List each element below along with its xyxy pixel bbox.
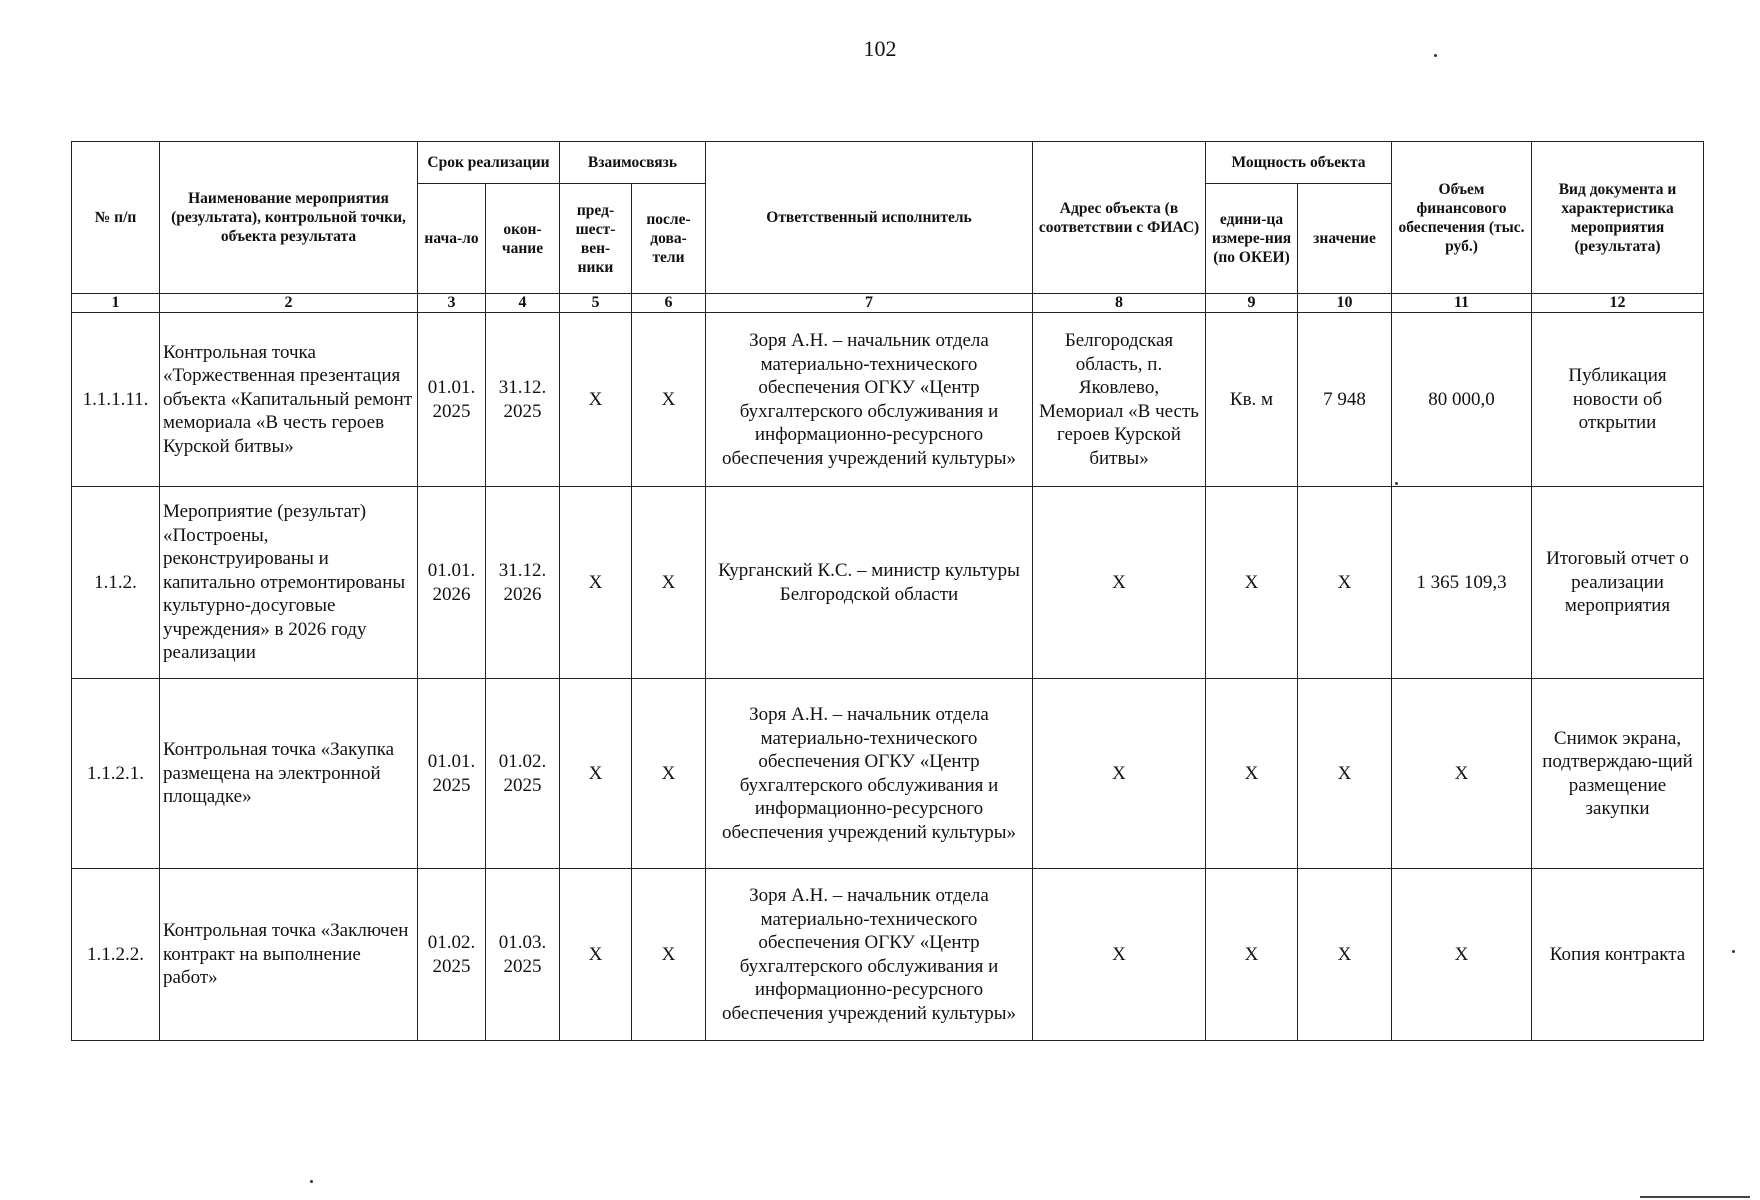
column-number: 1 (72, 294, 160, 313)
plan-table (71, 141, 1704, 1041)
row-start: 01.01. 2026 (418, 487, 486, 679)
row-end: 31.12. 2026 (486, 487, 560, 679)
row-start: 01.01. 2025 (418, 313, 486, 487)
row-funding: Х (1392, 679, 1532, 869)
row-end: 01.02. 2025 (486, 679, 560, 869)
scan-edge-line (1640, 1196, 1750, 1198)
row-unit: Х (1206, 869, 1298, 1041)
table-row (72, 313, 1704, 487)
header-period-end: окон-чание (486, 184, 560, 294)
row-prev: Х (560, 869, 632, 1041)
column-number: 5 (560, 294, 632, 313)
header-name: Наименование мероприятия (результата), контрольной точки, объекта результата (160, 142, 418, 294)
row-address: Белгородская область, п. Яковлево, Мемориал «В честь героев Курской битвы» (1033, 313, 1206, 487)
header-executor: Ответственный исполнитель (706, 142, 1033, 294)
row-next: Х (632, 313, 706, 487)
row-name: Контрольная точка «Закупка размещена на электронной площадке» (160, 679, 418, 869)
row-executor: Зоря А.Н. – начальник отдела материально-технического обеспечения ОГКУ «Центр бухгалтерского обслуживания и информационно-ресурсного обеспечения учреждений культуры» (706, 679, 1033, 869)
row-start: 01.02. 2025 (418, 869, 486, 1041)
row-funding: Х (1392, 869, 1532, 1041)
row-executor: Зоря А.Н. – начальник отдела материально-технического обеспечения ОГКУ «Центр бухгалтерского обслуживания и информационно-ресурсного обеспечения учреждений культуры» (706, 869, 1033, 1041)
table-row (72, 487, 1704, 679)
header-period: Срок реализации (418, 142, 560, 184)
row-end: 31.12. 2025 (486, 313, 560, 487)
header-capacity: Мощность объекта (1206, 142, 1392, 184)
row-value: 7 948 (1298, 313, 1392, 487)
column-number: 8 (1033, 294, 1206, 313)
row-prev: Х (560, 679, 632, 869)
header-num: № п/п (72, 142, 160, 294)
row-name: Мероприятие (результат) «Построены, реконструированы и капитально отремонтированы культурно-досуговые учреждения» в 2026 году реализации (160, 487, 418, 679)
scan-speck (1395, 482, 1398, 485)
column-number: 10 (1298, 294, 1392, 313)
header-capacity-value: значение (1298, 184, 1392, 294)
row-unit: Кв. м (1206, 313, 1298, 487)
row-address: Х (1033, 679, 1206, 869)
row-num: 1.1.2.1. (72, 679, 160, 869)
column-number: 12 (1532, 294, 1704, 313)
row-next: Х (632, 679, 706, 869)
row-prev: Х (560, 487, 632, 679)
row-name: Контрольная точка «Заключен контракт на выполнение работ» (160, 869, 418, 1041)
column-number: 2 (160, 294, 418, 313)
page-number: 102 (863, 36, 897, 61)
row-num: 1.1.2. (72, 487, 160, 679)
column-number: 6 (632, 294, 706, 313)
row-doc: Копия контракта (1532, 869, 1704, 1041)
scan-speck (310, 1180, 313, 1183)
header-row-1 (72, 142, 1704, 184)
column-number: 11 (1392, 294, 1532, 313)
row-name: Контрольная точка «Торжественная презентация объекта «Капитальный ремонт мемориала «В честь героев Курской битвы» (160, 313, 418, 487)
row-doc: Итоговый отчет о реализации мероприятия (1532, 487, 1704, 679)
row-next: Х (632, 487, 706, 679)
header-period-start: нача-ло (418, 184, 486, 294)
header-relation-prev: пред-шест-вен-ники (560, 184, 632, 294)
row-num: 1.1.1.11. (72, 313, 160, 487)
row-doc: Снимок экрана, подтверждаю-щий размещение закупки (1532, 679, 1704, 869)
column-number: 4 (486, 294, 560, 313)
column-number: 7 (706, 294, 1033, 313)
row-unit: Х (1206, 679, 1298, 869)
table-row (72, 679, 1704, 869)
row-funding: 1 365 109,3 (1392, 487, 1532, 679)
row-unit: Х (1206, 487, 1298, 679)
table-row (72, 869, 1704, 1041)
scan-speck (1434, 54, 1437, 57)
row-address: Х (1033, 487, 1206, 679)
row-executor: Зоря А.Н. – начальник отдела материально-технического обеспечения ОГКУ «Центр бухгалтерского обслуживания и информационно-ресурсного обеспечения учреждений культуры» (706, 313, 1033, 487)
column-number: 3 (418, 294, 486, 313)
column-number: 9 (1206, 294, 1298, 313)
header-capacity-unit: едини-ца измере-ния (по ОКЕИ) (1206, 184, 1298, 294)
header-address: Адрес объекта (в соответствии с ФИАС) (1033, 142, 1206, 294)
row-doc: Публикация новости об открытии (1532, 313, 1704, 487)
row-next: Х (632, 869, 706, 1041)
scan-speck (1732, 950, 1735, 953)
row-end: 01.03. 2025 (486, 869, 560, 1041)
header-relation-next: после-дова-тели (632, 184, 706, 294)
column-numbers-row (72, 294, 1704, 313)
row-value: Х (1298, 869, 1392, 1041)
header-doc-type: Вид документа и характеристика мероприятия (результата) (1532, 142, 1704, 294)
row-address: Х (1033, 869, 1206, 1041)
row-executor: Курганский К.С. – министр культуры Белгородской области (706, 487, 1033, 679)
header-funding: Объем финансового обеспечения (тыс. руб.) (1392, 142, 1532, 294)
row-value: Х (1298, 679, 1392, 869)
row-start: 01.01. 2025 (418, 679, 486, 869)
row-value: Х (1298, 487, 1392, 679)
row-num: 1.1.2.2. (72, 869, 160, 1041)
header-relation: Взаимосвязь (560, 142, 706, 184)
row-prev: Х (560, 313, 632, 487)
row-funding: 80 000,0 (1392, 313, 1532, 487)
